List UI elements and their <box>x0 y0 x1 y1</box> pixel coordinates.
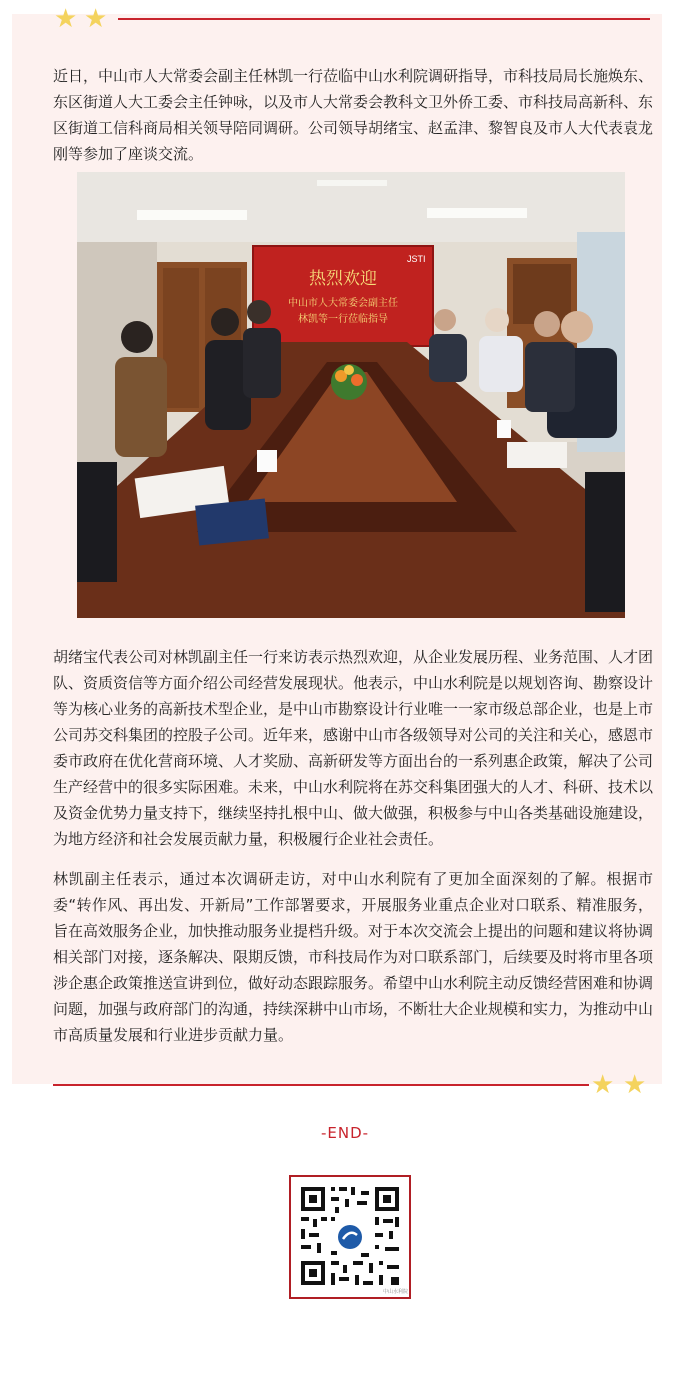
meeting-photo <box>77 172 625 618</box>
top-rule <box>118 18 650 20</box>
bottom-rule <box>53 1084 589 1086</box>
meeting-photo-illustration <box>77 172 625 618</box>
qr-code <box>291 1177 409 1297</box>
qr-caption: 中山水利院 <box>383 1289 409 1295</box>
article-paragraph-2: 胡绪宝代表公司对林凯副主任一行来访表示热烈欢迎，从企业发展历程、业务范围、人才团队、资质资信等方面介绍公司经营发展现状。他表示，中山水利院是以规划咨询、勘察设计等为核心业务的高新技术型企业，是中山市勘察设计行业唯一一家市级总部企业，也是上市公司苏交科集团的控股子公司。近年来，感谢中山市各级领导对公司的关注和关心，感恩市委市政府在优化营商环境、人才奖励、高新研发等方面出台的一系列惠企政策，解决了公司生产经营中的很多实际困难。未来，中山水利院将在苏交科集团强大的人才、科研、技术以及资金优势力量支持下，继续坚持扎根中山、做大做强，积极参与中山各类基础设施建设，为地方经济和社会发展贡献力量，积极履行企业社会责任。 <box>53 648 654 848</box>
article-paragraph-1: 近日，中山市人大常委会副主任林凯一行莅临中山水利院调研指导，市科技局局长施焕东、东区街道人大工委会主任钟咏，以及市人大常委会教科文卫外侨工委、市科技局高新科、东区街道工信科商局相关领导陪同调研。公司领导胡绪宝、赵孟津、黎智良及市人大代表袁龙刚等参加了座谈交流。 <box>53 67 654 163</box>
star-icon: ★ <box>623 1070 647 1100</box>
qr-code-frame <box>289 1175 411 1299</box>
article-paragraph-3: 林凯副主任表示，通过本次调研走访，对中山水利院有了更加全面深刻的了解。根据市委“转作风、再出发、开新局”工作部署要求，开展服务业重点企业对口联系、精准服务，旨在高效服务企业，加快推动服务业提档升级。对于本次交流会上提出的问题和建议将协调相关部门对接，逐条解决、限期反馈，市科技局作为对口联系部门，后续要及时将市里各项涉企惠企政策推送宣讲到位，做好动态跟踪服务。希望中山水利院主动反馈经营困难和协调问题，加强与政府部门的沟通，持续深耕中山市场，不断壮大企业规模和实力，为推动中山市高质量发展和行业进步贡献力量。 <box>53 870 654 1044</box>
star-icon: ★ <box>54 4 78 34</box>
star-icon: ★ <box>591 1070 615 1100</box>
star-icon: ★ <box>84 4 108 34</box>
screen-title: 热烈欢迎 <box>309 269 377 289</box>
end-marker: -END- <box>320 1124 370 1142</box>
screen-line-1: 中山市人大常委会副主任 <box>288 298 398 309</box>
screen-logo: JSTI <box>407 254 426 264</box>
screen-line-2: 林凯等一行莅临指导 <box>298 314 388 325</box>
